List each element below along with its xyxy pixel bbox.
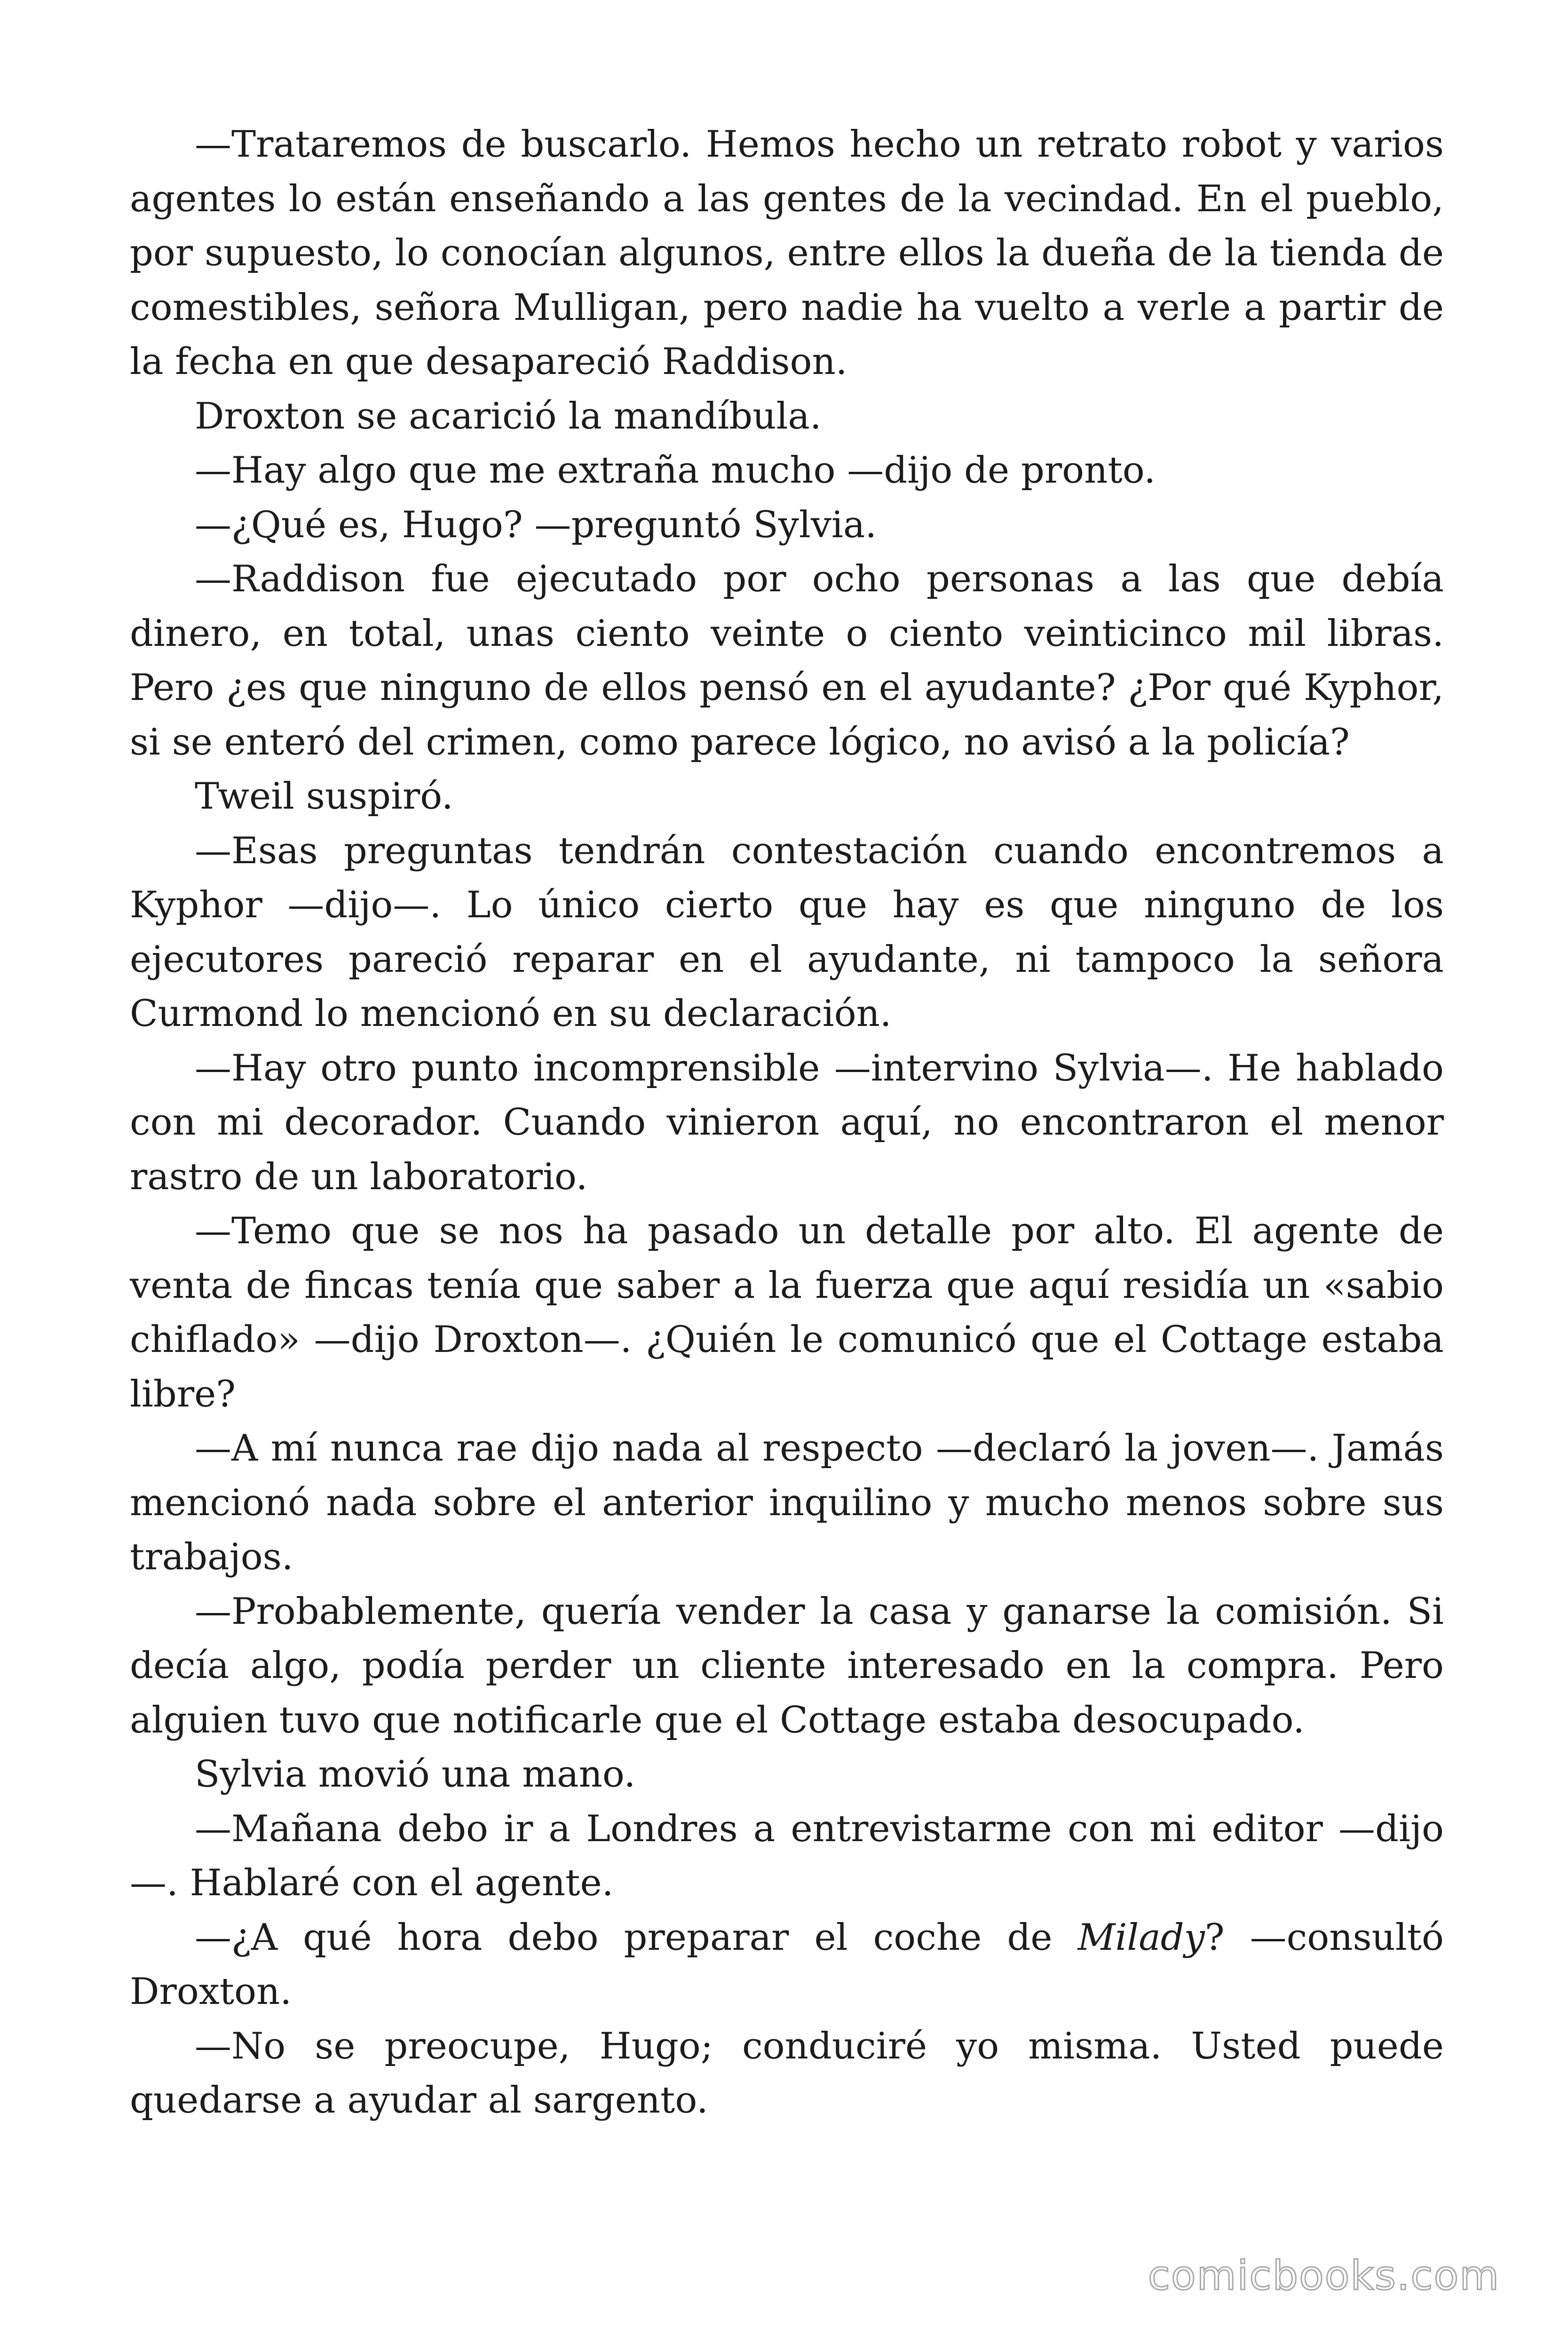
paragraph [130, 1911, 1444, 2019]
paragraph: Tweil suspiró. [195, 775, 453, 818]
paragraph: Sylvia movió una mano. [195, 1753, 636, 1796]
paragraph: —No se preocupe, Hugo; conduciré yo misma. Usted puede quedarse a ayudar al sargento. [130, 2025, 1444, 2122]
paragraph: Droxton se acarició la mandíbula. [195, 395, 822, 437]
italic-word: Milady [1077, 1916, 1205, 1959]
paragraph: —Probablemente, quería vender la casa y ganarse la comisión. Si decía algo, podía perder un cliente interesado en la compra. Pero alguien tuvo que notificarle que el Cottage estaba desocupado. [130, 1590, 1444, 1741]
paragraph: —Temo que se nos ha pasado un detalle por alto. El agente de venta de fincas tenía que saber a la fuerza que aquí residía un «sabio chiflado» —dijo Droxton—. ¿Quién le comunicó que el Cottage estaba libre? [130, 1210, 1444, 1415]
body-text [130, 118, 1444, 2128]
paragraph: —A mí nunca rae dijo nada al respecto —declaró la joven—. Jamás mencionó nada sobre el anterior inquilino y mucho menos sobre sus trabajos. [130, 1427, 1444, 1578]
paragraph: —¿Qué es, Hugo? —preguntó Sylvia. [195, 503, 877, 546]
paragraph: —Mañana debo ir a Londres a entrevistarme con mi editor —dijo—. Hablaré con el agente. [130, 1807, 1444, 1904]
paragraph: —Raddison fue ejecutado por ocho personas a las que debía dinero, en total, unas ciento veinte o ciento veinticinco mil libras. Pero ¿es que ninguno de ellos pensó en el ayudante? ¿Por qué Kyphor, si se enteró del crimen, como parece lógico, no avisó a la policía? [130, 558, 1444, 763]
paragraph: —Trataremos de buscarlo. Hemos hecho un retrato robot y varios agentes lo están enseñando a las gentes de la vecindad. En el pueblo, por supuesto, lo conocían algunos, entre ellos la dueña de la tienda de comestibles, señora Mulligan, pero nadie ha vuelto a verle a partir de la fecha en que desapareció Raddison. [130, 123, 1444, 383]
paragraph: —Esas preguntas tendrán contestación cuando encontremos a Kyphor —dijo—. Lo único cierto que hay es que ninguno de los ejecutores pareció reparar en el ayudante, ni tampoco la señora Curmond lo mencionó en su declaración. [130, 829, 1444, 1035]
paragraph: —Hay otro punto incomprensible —intervino Sylvia—. He hablado con mi decorador. Cuando vinieron aquí, no encontraron el menor rastro de un laboratorio. [130, 1047, 1444, 1198]
paragraph: —Hay algo que me extraña mucho —dijo de pronto. [195, 449, 1156, 492]
paragraph-text: —¿A qué hora debo preparar el coche de [195, 1916, 1078, 1959]
watermark: comicbooks.com [1148, 2252, 1500, 2299]
paragraph-text: ? —consultó Droxton. [130, 1916, 1444, 2013]
